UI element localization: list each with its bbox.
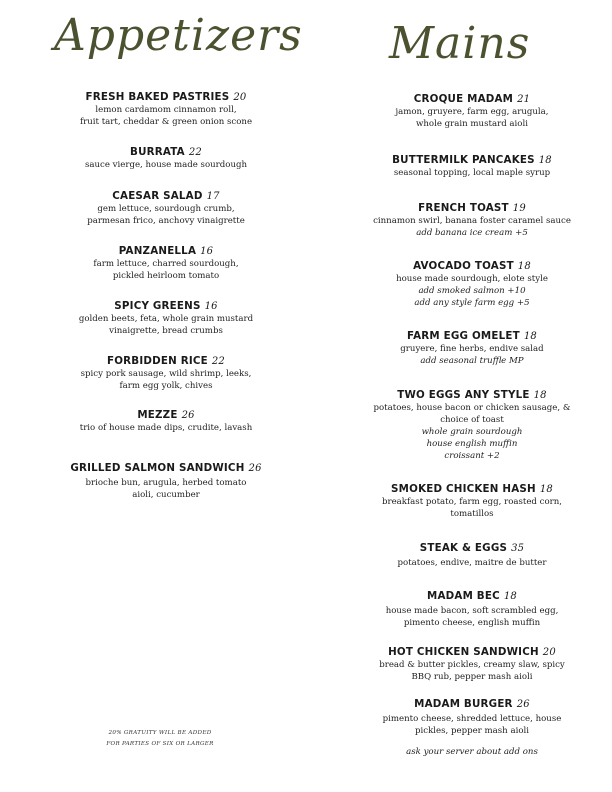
menu-item <box>40 409 292 434</box>
item-name: TWO EGGS ANY STYLE <box>397 389 530 401</box>
description-line: gem lettuce, sourdough crumb, <box>97 204 235 214</box>
item-description <box>362 659 582 683</box>
item-description <box>362 343 582 367</box>
item-name: STEAK & EGGS <box>419 542 508 554</box>
item-name: MADAM BEC <box>427 590 500 602</box>
item-name: HOT CHICKEN SANDWICH <box>388 646 539 658</box>
menu-item <box>40 91 292 128</box>
menu-item <box>40 462 292 501</box>
menu-item <box>40 355 292 392</box>
item-name: AVOCADO TOAST <box>413 260 514 272</box>
addon-line: add seasonal truffle MP <box>420 356 524 366</box>
item-description <box>40 104 292 128</box>
item-name: SMOKED CHICKEN HASH <box>391 483 536 495</box>
item-name-line <box>362 590 582 603</box>
addon-line: add banana ice cream +5 <box>416 228 528 238</box>
menu-item <box>362 93 582 130</box>
menu-item <box>362 483 582 520</box>
menu-item <box>362 646 582 683</box>
item-price: 18 <box>503 591 517 602</box>
item-name: SPICY GREENS <box>114 300 201 312</box>
item-price: 18 <box>539 484 553 495</box>
item-description <box>362 496 582 520</box>
description-line: vinaigrette, bread crumbs <box>109 326 223 336</box>
gratuity-line: 20% GRATUITY WILL BE ADDED <box>108 730 212 736</box>
description-line: cinnamon swirl, banana foster caramel sauce <box>373 216 571 226</box>
item-price: 21 <box>517 94 531 105</box>
menu-item <box>40 190 292 227</box>
description-line: farm lettuce, charred sourdough, <box>93 259 239 269</box>
item-description <box>362 605 582 629</box>
item-price: 18 <box>538 155 552 166</box>
item-name-line <box>40 245 292 258</box>
item-name: MEZZE <box>137 409 178 421</box>
description-line: golden beets, feta, whole grain mustard <box>78 314 254 324</box>
item-description <box>40 258 292 282</box>
description-line: pickled heirloom tomato <box>112 271 220 281</box>
item-name: FRESH BAKED PASTRIES <box>85 91 230 103</box>
description-line: house made bacon, soft scrambled egg, <box>385 606 559 616</box>
item-price: 16 <box>200 246 214 257</box>
item-name-line <box>362 330 582 343</box>
mains-heading: Mains <box>389 18 531 69</box>
menu-item <box>362 260 582 309</box>
gratuity-note <box>90 728 230 750</box>
description-line: pimento cheese, shredded lettuce, house <box>382 714 562 724</box>
item-name-line <box>362 260 582 273</box>
item-name: FORBIDDEN RICE <box>106 355 208 367</box>
item-name: CROQUE MADAM <box>413 93 514 105</box>
description-line: tomatillos <box>450 509 494 519</box>
description-line: sauce vierge, house made sourdough <box>84 160 248 170</box>
menu-item <box>362 698 582 737</box>
description-line: gruyere, fine herbs, endive salad <box>400 344 544 354</box>
description-line: trio of house made dips, crudite, lavash <box>79 423 253 433</box>
item-name: BURRATA <box>130 146 185 158</box>
description-line: BBQ rub, pepper mash aioli <box>411 672 533 682</box>
item-price: 18 <box>523 331 537 342</box>
item-name-line <box>40 91 292 104</box>
item-price: 22 <box>211 356 225 367</box>
description-line: lemon cardamom cinnamon roll, <box>95 105 237 115</box>
description-line: farm egg yolk, chives <box>119 381 213 391</box>
item-price: 20 <box>542 647 556 658</box>
gratuity-line: FOR PARTIES OF SIX OR LARGER <box>106 741 214 747</box>
item-description <box>40 477 292 501</box>
menu-item <box>40 300 292 337</box>
item-description <box>40 368 292 392</box>
menu-item <box>362 542 582 569</box>
item-name-line <box>40 300 292 313</box>
item-price: 18 <box>517 261 531 272</box>
item-description <box>362 557 582 569</box>
description-line: whole grain mustard aioli <box>416 119 528 129</box>
item-name-line <box>362 483 582 496</box>
item-name-line <box>40 146 292 159</box>
menu-item <box>40 146 292 171</box>
item-name: GRILLED SALMON SANDWICH <box>70 462 245 474</box>
item-name: CAESAR SALAD <box>112 190 203 202</box>
description-line: seasonal topping, local maple syrup <box>393 168 551 178</box>
item-price: 26 <box>181 410 195 421</box>
item-name-line <box>362 542 582 555</box>
item-price: 17 <box>206 191 220 202</box>
item-name-line <box>40 409 292 422</box>
menu-item <box>362 330 582 367</box>
description-line: brioche bun, arugula, herbed tomato <box>85 478 247 488</box>
addon-line: house english muffin <box>426 439 518 449</box>
description-line: jamon, gruyere, farm egg, arugula, <box>395 107 549 117</box>
item-description <box>362 106 582 130</box>
item-name-line <box>362 154 582 167</box>
item-description <box>362 273 582 309</box>
item-price: 35 <box>511 543 525 554</box>
description-line: pickles, pepper mash aioli <box>415 726 529 736</box>
item-name-line <box>40 190 292 203</box>
item-name: FARM EGG OMELET <box>407 330 520 342</box>
description-line: choice of toast <box>440 415 504 425</box>
description-line: bread & butter pickles, creamy slaw, spicy <box>379 660 565 670</box>
description-line: spicy pork sausage, wild shrimp, leeks, <box>80 369 252 379</box>
item-description <box>362 713 582 737</box>
addon-line: croissant +2 <box>444 451 500 461</box>
item-description <box>362 215 582 239</box>
item-description <box>40 422 292 434</box>
description-line: fruit tart, cheddar & green onion scone <box>79 117 253 127</box>
menu-item <box>362 202 582 239</box>
item-name-line <box>40 355 292 368</box>
addon-line: add smoked salmon +10 <box>418 286 526 296</box>
item-description <box>362 167 582 179</box>
item-price: 18 <box>533 390 547 401</box>
item-price: 26 <box>516 699 530 710</box>
item-description <box>362 402 582 462</box>
item-price: 19 <box>512 203 526 214</box>
item-name-line <box>362 389 582 402</box>
description-line: house made sourdough, elote style <box>396 274 548 284</box>
description-line: aioli, cucumber <box>132 490 200 500</box>
appetizers-heading: Appetizers <box>54 10 303 61</box>
item-name-line <box>362 698 582 711</box>
description-line: pimento cheese, english muffin <box>403 618 541 628</box>
add-ons-note: ask your server about add ons <box>406 747 538 757</box>
item-name: MADAM BURGER <box>414 698 513 710</box>
addon-line: whole grain sourdough <box>421 427 523 437</box>
menu-item <box>40 245 292 282</box>
item-price: 20 <box>233 92 247 103</box>
description-line: potatoes, house bacon or chicken sausage, & <box>373 403 571 413</box>
item-name: BUTTERMILK PANCAKES <box>392 154 535 166</box>
item-name-line <box>40 462 292 475</box>
description-line: parmesan frico, anchovy vinaigrette <box>87 216 245 226</box>
item-name: FRENCH TOAST <box>418 202 509 214</box>
item-price: 16 <box>204 301 218 312</box>
item-description <box>40 159 292 171</box>
item-name-line <box>362 202 582 215</box>
addon-line: add any style farm egg +5 <box>414 298 530 308</box>
description-line: breakfast potato, farm egg, roasted corn, <box>381 497 563 507</box>
menu-item <box>362 154 582 179</box>
item-price: 22 <box>188 147 202 158</box>
menu-item <box>362 590 582 629</box>
item-description <box>40 313 292 337</box>
menu-item <box>362 389 582 462</box>
description-line: potatoes, endive, maitre de butter <box>397 558 547 568</box>
item-name-line <box>362 646 582 659</box>
item-name: PANZANELLA <box>118 245 197 257</box>
item-description <box>40 203 292 227</box>
item-price: 26 <box>248 463 262 474</box>
item-name-line <box>362 93 582 106</box>
